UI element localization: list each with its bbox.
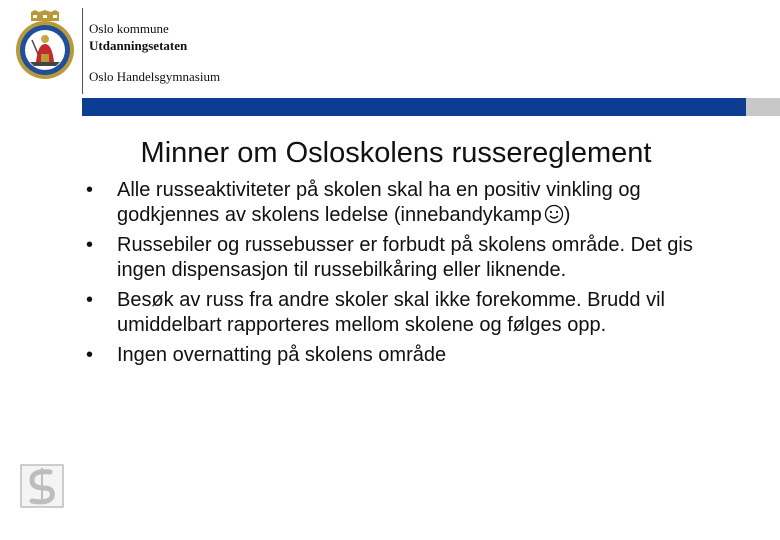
organization-block bbox=[89, 20, 187, 54]
slide-title: Minner om Osloskolens russereglement bbox=[140, 137, 652, 169]
bullet-marker: • bbox=[86, 289, 94, 311]
smiley-icon bbox=[544, 204, 564, 224]
bullet-item bbox=[86, 233, 736, 282]
footer-emblem-icon bbox=[20, 464, 64, 508]
bullet-item bbox=[86, 343, 736, 368]
oslo-coat-of-arms-logo bbox=[14, 10, 76, 82]
bullet-text: Ingen overnatting på skolens område bbox=[117, 344, 447, 366]
bullet-text-suffix: ) bbox=[563, 203, 571, 226]
header-divider bbox=[82, 8, 83, 94]
header-accent-bar bbox=[82, 98, 746, 116]
bullet-marker: • bbox=[86, 344, 94, 366]
bullet-marker: • bbox=[86, 234, 94, 256]
school-name: Oslo Handelsgymnasium bbox=[89, 69, 221, 84]
header-side-bar bbox=[746, 98, 780, 116]
bullet-text: Russebiler og russebusser er forbudt på skolens område. Det gis ingen dispensasjon til russebilkåring eller liknende. bbox=[117, 234, 693, 281]
department-name: Utdanningsetaten bbox=[89, 38, 188, 53]
bullet-marker: • bbox=[86, 179, 94, 201]
org-name: Oslo kommune bbox=[89, 21, 169, 36]
bullet-text: Besøk av russ fra andre skoler skal ikke forekomme. Brudd vil umiddelbart rapporteres mellom skolene og følges opp. bbox=[117, 289, 665, 336]
bullet-item bbox=[86, 178, 736, 227]
bullet-item bbox=[86, 288, 736, 337]
bullet-list bbox=[86, 178, 736, 374]
bullet-text: Alle russeaktiviteter på skolen skal ha en positiv vinkling og godkjennes av skolens ledelse (innebandykamp bbox=[117, 179, 641, 226]
